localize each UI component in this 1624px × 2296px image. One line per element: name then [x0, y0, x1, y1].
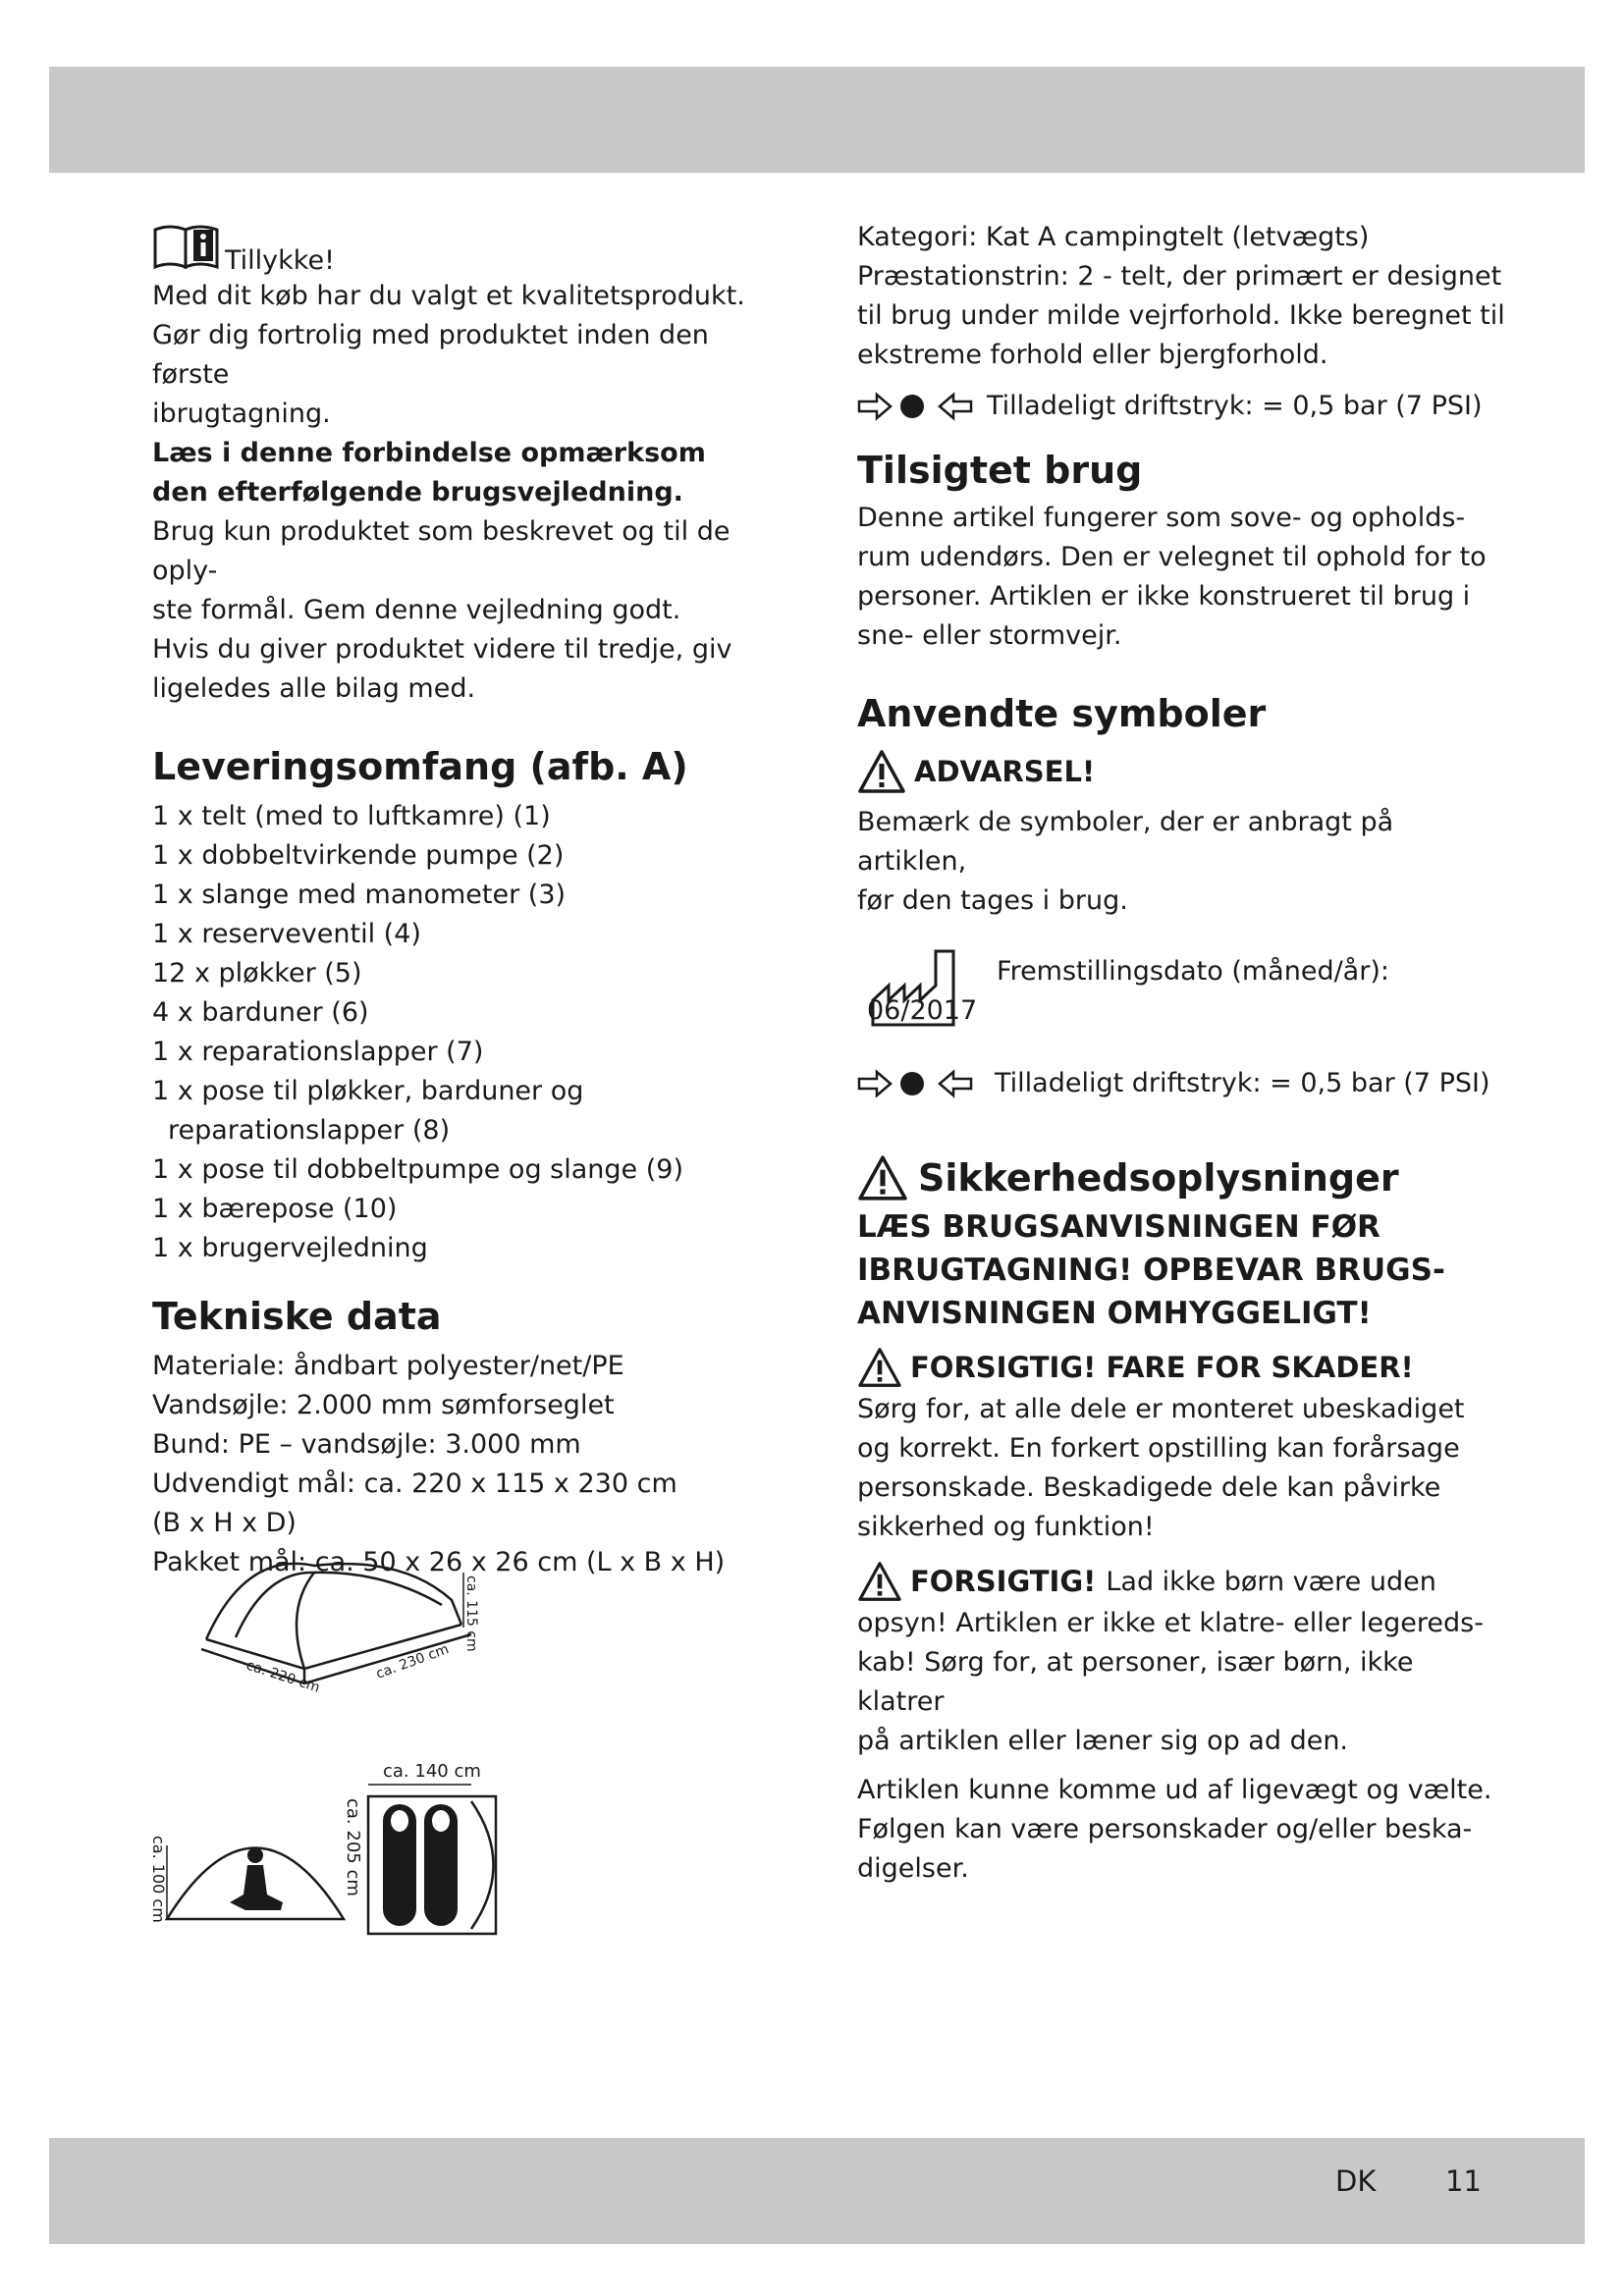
dim-width-label: ca. 220 cm: [244, 1657, 322, 1696]
manufacture-date-value: 06/2017: [867, 995, 978, 1026]
tech-line: Udvendigt mål: ca. 220 x 115 x 230 cm: [152, 1468, 677, 1499]
pressure-symbol-icon: [857, 1069, 975, 1098]
intro-line: Brug kun produktet som beskrevet og til de oply-: [152, 516, 731, 586]
intro-heading-row: [152, 218, 781, 277]
intended-line: personer. Artiklen er ikke konstrueret til brug i: [857, 581, 1471, 612]
warning-label: ADVARSEL!: [914, 755, 1096, 788]
warning-label: FORSIGTIG!: [910, 1565, 1097, 1598]
intro-heading: Tillykke!: [225, 244, 335, 276]
list-item: 1 x brugervejledning: [152, 1233, 428, 1263]
pressure-symbol-icon: [857, 392, 975, 421]
dim-front-height-label: ca. 100 cm: [149, 1836, 168, 1923]
list-item: 1 x bærepose (10): [152, 1194, 398, 1224]
tech-title: Tekniske data: [152, 1295, 442, 1338]
list-item: 4 x barduner (6): [152, 997, 369, 1028]
symbols-title: Anvendte symboler: [857, 692, 1267, 735]
list-item: 1 x slange med manometer (3): [152, 880, 567, 910]
intro-line: ligeledes alle bilag med.: [152, 673, 476, 704]
safety-title: Sikkerhedsoplysninger: [918, 1156, 1399, 1200]
intro-line: ste formål. Gem denne vejledning godt.: [152, 595, 681, 625]
pressure-text: Tilladeligt driftstryk: = 0,5 bar (7 PSI): [987, 391, 1483, 421]
list-item: 1 x reparationslapper (7): [152, 1037, 484, 1067]
warning-triangle-icon: [857, 1347, 902, 1388]
safety-caps-line: IBRUGTAGNING! OPBEVAR BRUGS-: [857, 1253, 1445, 1288]
dim-depth-label: ca. 230 cm: [373, 1641, 452, 1682]
intro-line: ibrugtagning.: [152, 399, 331, 429]
footer-language: DK: [1335, 2164, 1377, 2198]
safety-line: og korrekt. En forkert opstilling kan forårsage: [857, 1433, 1460, 1464]
tent-dimensions-figure: [147, 1551, 560, 1944]
safety-line: Sørg for, at alle dele er monteret ubeskadiget: [857, 1394, 1465, 1424]
category-line: ekstreme forhold eller bjergforhold.: [857, 340, 1328, 370]
list-item: 1 x reserveventil (4): [152, 919, 421, 949]
category-line: Præstationstrin: 2 - telt, der primært er designet: [857, 261, 1502, 292]
tent-perspective-drawing: [201, 1564, 471, 1683]
manufacture-date-block: [857, 944, 1505, 1042]
list-item: 1 x pose til dobbeltpumpe og slange (9): [152, 1154, 683, 1185]
category-line: Kategori: Kat A campingtelt (letvægts): [857, 222, 1370, 252]
warning-triangle-icon: [857, 1154, 908, 1201]
tech-line: Pakket mål: ca. 50 x 26 x 26 cm (L x B x H): [152, 1547, 726, 1577]
intro-line: Hvis du giver produktet videre til tredje, giv: [152, 634, 732, 665]
warning-triangle-icon: [857, 1561, 902, 1602]
safety-line: Artiklen kunne komme ud af ligevægt og vælte.: [857, 1775, 1492, 1805]
intro-bold-line: Læs i denne forbindelse opmærksom: [152, 438, 706, 468]
category-line: til brug under milde vejrforhold. Ikke beregnet til: [857, 300, 1505, 331]
safety-line: digelser.: [857, 1853, 969, 1884]
tech-line: Materiale: åndbart polyester/net/PE: [152, 1351, 624, 1381]
intro-line: Med dit køb har du valgt et kvalitetsprodukt.: [152, 281, 745, 311]
warning-row: [857, 1559, 1505, 1604]
safety-inline-text: Lad ikke børn være uden: [1106, 1566, 1436, 1597]
manufacture-date-label: Fremstillingsdato (måned/år):: [997, 956, 1389, 987]
list-item: 1 x telt (med to luftkamre) (1): [152, 801, 551, 831]
intended-line: Denne artikel fungerer som sove- og opholds-: [857, 503, 1466, 533]
tech-line: (B x H x D): [152, 1508, 297, 1538]
list-item-continuation-text: reparationslapper (8): [168, 1115, 451, 1146]
intended-title: Tilsigtet brug: [857, 449, 1143, 492]
header-band: [49, 67, 1585, 173]
info-book-icon: [152, 222, 221, 273]
warning-triangle-icon: [857, 749, 906, 794]
safety-caps-line: ANVISNINGEN OMHYGGELIGT!: [857, 1296, 1372, 1331]
list-item: 1 x dobbeltvirkende pumpe (2): [152, 840, 565, 871]
safety-line: opsyn! Artiklen er ikke et klatre- eller legereds-: [857, 1608, 1484, 1638]
tech-line: Vandsøjle: 2.000 mm sømforseglet: [152, 1390, 615, 1420]
intro-line: Gør dig fortrolig med produktet inden den første: [152, 320, 709, 390]
list-item: 1 x pose til pløkker, barduner og: [152, 1076, 584, 1106]
right-column: [857, 218, 1505, 1889]
list-item: 12 x pløkker (5): [152, 958, 362, 988]
footer-page-number: 11: [1445, 2164, 1482, 2198]
pressure-text: Tilladeligt driftstryk: = 0,5 bar (7 PSI): [995, 1068, 1490, 1098]
intro-bold-line: den efterfølgende brugsvejledning.: [152, 477, 683, 507]
safety-line: sikkerhed og funktion!: [857, 1512, 1155, 1542]
intended-line: rum udendørs. Den er velegnet til ophold for to: [857, 542, 1487, 572]
scope-list: [152, 797, 781, 1268]
pressure-row: [857, 387, 1505, 426]
dim-height-label: ca. 115 cm: [463, 1575, 479, 1652]
scope-title: Leveringsomfang (afb. A): [152, 745, 688, 788]
safety-line: kab! Sørg for, at personer, især børn, ikke klatrer: [857, 1647, 1414, 1717]
pressure-row: [857, 1064, 1505, 1103]
warning-label: FORSIGTIG! FARE FOR SKADER!: [910, 1351, 1414, 1384]
safety-line: Følgen kan være personskader og/eller beska-: [857, 1814, 1473, 1844]
intended-line: sne- eller stormvejr.: [857, 620, 1122, 651]
sitting-person-icon: [230, 1847, 283, 1910]
dim-top-width-label: ca. 140 cm: [383, 1761, 481, 1782]
safety-line: på artiklen eller læner sig op ad den.: [857, 1726, 1349, 1756]
symbols-line: Bemærk de symboler, der er anbragt på artiklen,: [857, 807, 1394, 877]
symbols-line: før den tages i brug.: [857, 885, 1128, 916]
warning-row: [857, 1345, 1505, 1390]
list-item-continuation: [152, 1111, 781, 1150]
safety-line: personskade. Beskadigede dele kan påvirke: [857, 1472, 1441, 1503]
safety-caps-line: LÆS BRUGSANVISNINGEN FØR: [857, 1209, 1380, 1245]
warning-row: [857, 746, 1505, 797]
left-column: [152, 218, 781, 1582]
safety-title-row: [857, 1150, 1505, 1205]
dim-top-length-label: ca. 205 cm: [343, 1798, 363, 1896]
tech-line: Bund: PE – vandsøjle: 3.000 mm: [152, 1429, 581, 1460]
